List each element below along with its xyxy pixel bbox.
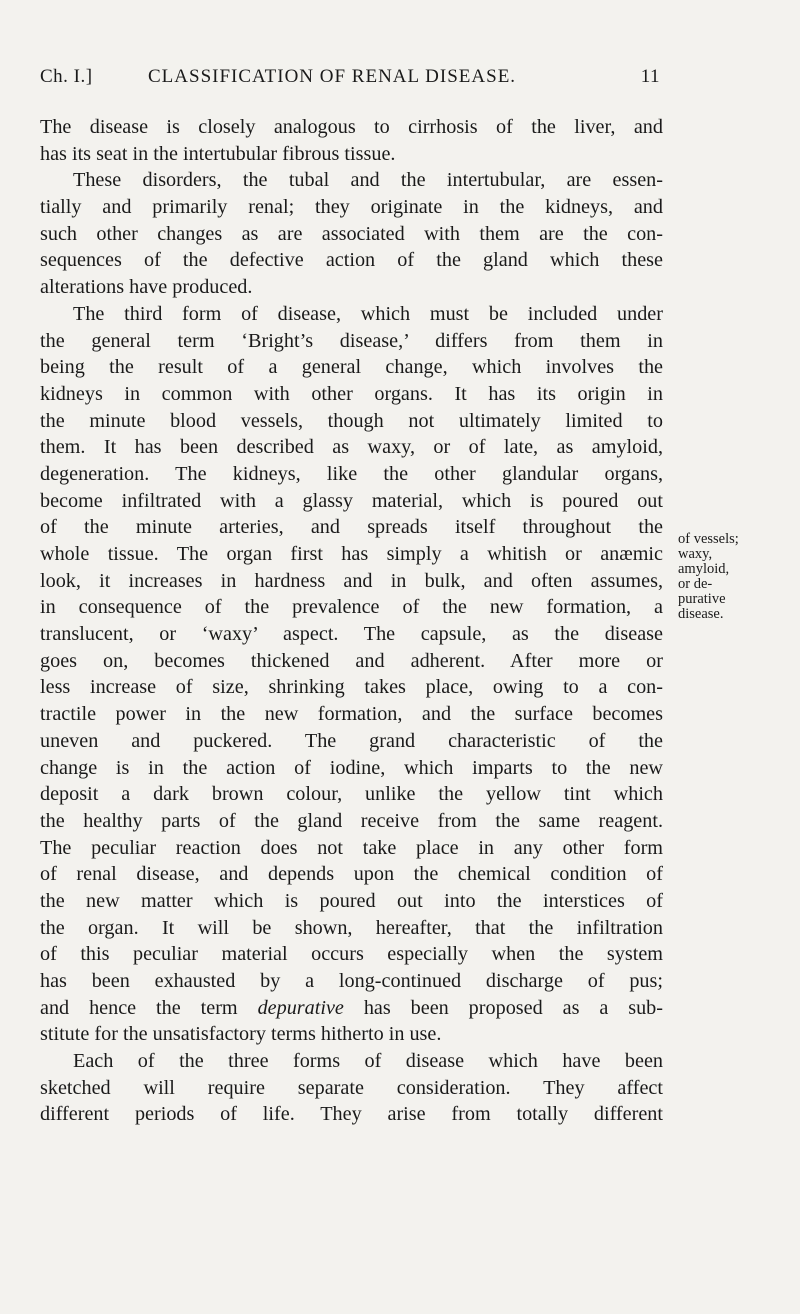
text-fragment: and hence the term bbox=[40, 996, 258, 1019]
italic-term: depurative bbox=[257, 996, 344, 1019]
text-line-with-italic bbox=[40, 995, 663, 1022]
text-line: These disorders, the tubal and the intertubular, are essen- bbox=[73, 169, 663, 192]
margin-note-line: or de- bbox=[678, 576, 713, 592]
text-line: The disease is closely analogous to cirrhosis of the liver, and bbox=[40, 116, 663, 138]
body-text bbox=[40, 114, 663, 1128]
margin-note-line: disease. bbox=[678, 606, 724, 622]
text-line: Each of the three forms of disease which have been bbox=[73, 1050, 663, 1073]
text-line: tractile power in the new formation, and the surface becomes bbox=[40, 703, 663, 726]
text-line: the healthy parts of the gland receive from the same reagent. bbox=[40, 809, 663, 832]
text-line: The third form of disease, which must be included under bbox=[73, 302, 663, 325]
page-number: 11 bbox=[640, 66, 660, 87]
text-line: degeneration. The kidneys, like the other glandular organs, bbox=[40, 462, 663, 485]
text-line: the new matter which is poured out into the interstices of bbox=[40, 889, 663, 912]
text-line: of the minute arteries, and spreads itself throughout the bbox=[40, 516, 663, 539]
text-line: different periods of life. They arise from totally different bbox=[40, 1103, 663, 1126]
text-line: sequences of the defective action of the gland which these bbox=[40, 249, 663, 272]
text-line: uneven and puckered. The grand characteristic of the bbox=[40, 729, 663, 752]
text-line: such other changes as are associated with them are the con- bbox=[40, 222, 663, 245]
text-line: translucent, or ‘waxy’ aspect. The capsule, as the disease bbox=[40, 623, 663, 646]
text-line: goes on, becomes thickened and adherent. After more or bbox=[40, 649, 663, 672]
margin-note-line: of vessels; bbox=[678, 531, 739, 547]
text-line: less increase of size, shrinking takes place, owing to a con- bbox=[40, 676, 663, 699]
text-line: stitute for the unsatisfactory terms hitherto in use. bbox=[40, 1023, 442, 1046]
text-line: of renal disease, and depends upon the chemical condition of bbox=[40, 863, 663, 886]
text-line: alterations have produced. bbox=[40, 276, 253, 299]
text-line: look, it increases in hardness and in bulk, and often assumes, bbox=[40, 569, 663, 592]
text-line: being the result of a general change, which involves the bbox=[40, 356, 663, 379]
chapter-label: Ch. I.] bbox=[40, 66, 93, 87]
text-fragment: has been proposed as a sub- bbox=[343, 996, 663, 1019]
text-line: tially and primarily renal; they originate in the kidneys, and bbox=[40, 196, 663, 219]
text-line: deposit a dark brown colour, unlike the yellow tint which bbox=[40, 783, 663, 806]
text-line: has its seat in the intertubular fibrous tissue. bbox=[40, 142, 396, 165]
margin-note-line: waxy, bbox=[678, 546, 713, 562]
text-line: change is in the action of iodine, which imparts to the new bbox=[40, 756, 663, 779]
text-line: the general term ‘Bright’s disease,’ differs from them in bbox=[40, 329, 663, 352]
text-line: in consequence of the prevalence of the new formation, a bbox=[40, 596, 663, 619]
text-line: the organ. It will be shown, hereafter, that the infiltration bbox=[40, 916, 663, 939]
text-line: sketched will require separate consideration. They affect bbox=[40, 1076, 663, 1099]
text-line: has been exhausted by a long-continued discharge of pus; bbox=[40, 970, 663, 992]
running-header bbox=[40, 66, 660, 96]
text-line: become infiltrated with a glassy material, which is poured out bbox=[40, 489, 663, 512]
margin-note bbox=[678, 532, 798, 622]
text-line: of this peculiar material occurs especially when the system bbox=[40, 943, 663, 966]
margin-note-line: purative bbox=[678, 591, 726, 607]
text-line: whole tissue. The organ first has simply a whitish or anæmic bbox=[40, 543, 663, 565]
text-line: kidneys in common with other organs. It has its origin in bbox=[40, 382, 663, 405]
text-line: the minute blood vessels, though not ultimately limited to bbox=[40, 409, 663, 432]
chapter-title: CLASSIFICATION OF RENAL DISEASE. bbox=[148, 66, 517, 87]
text-line: them. It has been described as waxy, or of late, as amyloid, bbox=[40, 436, 663, 459]
margin-note-line: amyloid, bbox=[678, 561, 730, 577]
text-line: The peculiar reaction does not take place in any other form bbox=[40, 836, 663, 859]
